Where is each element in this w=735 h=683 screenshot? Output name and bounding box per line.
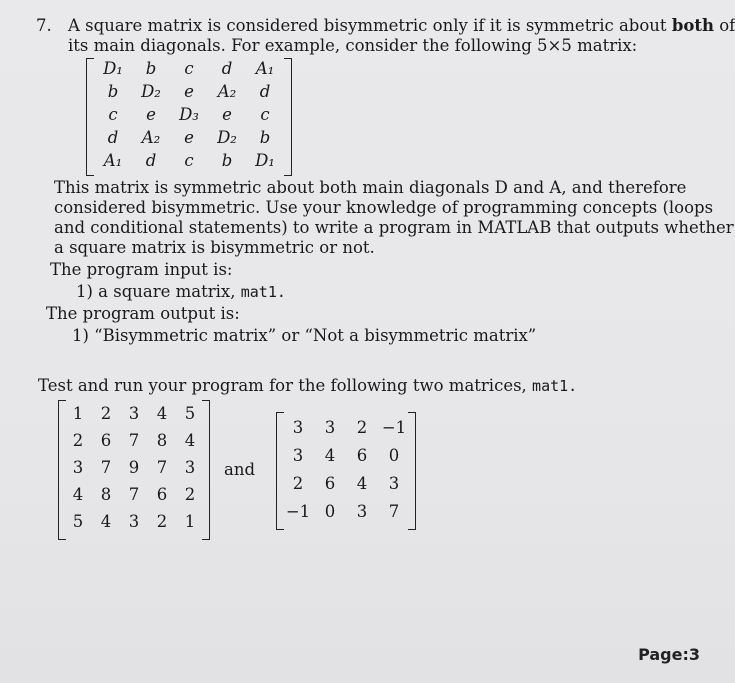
matrix-cell: 5: [72, 512, 84, 531]
matrix-cell: 7: [156, 458, 168, 477]
matrix-cell: e: [146, 105, 156, 124]
matrix-cell: −1: [285, 502, 311, 521]
test-matrix-1: [58, 400, 210, 540]
test-instruction: [38, 376, 577, 396]
matrix-cell: c: [184, 59, 194, 78]
matrix-cell: 0: [324, 502, 336, 521]
matrix-cell: 2: [292, 474, 304, 493]
problem-number: 7.: [36, 16, 52, 35]
matrix-cell: 3: [128, 512, 140, 531]
matrix-cell: 7: [128, 485, 140, 504]
matrix-cell: D₂: [217, 128, 237, 147]
problem-line-2: its main diagonals. For example, consider the following 5×5 matrix:: [68, 36, 638, 55]
matrix-cell: c: [108, 105, 118, 124]
matrix-cell: 4: [324, 446, 336, 465]
matrix-cell: 3: [128, 404, 140, 423]
problem-line-1-text: A square matrix is considered bisymmetric only if it is symmetric about: [68, 16, 667, 35]
matrix-cell: 3: [388, 474, 400, 493]
matrix-cell: c: [184, 151, 194, 170]
matrix-cell: 5: [184, 404, 196, 423]
input-item: [76, 282, 286, 302]
matrix-cell: D₁: [255, 151, 275, 170]
matrix-cell: 6: [156, 485, 168, 504]
matrix-cell: c: [260, 105, 270, 124]
matrix-cell: b: [107, 82, 119, 101]
and-label: and: [224, 460, 256, 479]
matrix-cell: A₂: [141, 128, 161, 147]
input-item-code: mat1.: [240, 283, 286, 301]
matrix-cell: 1: [72, 404, 84, 423]
matrix-cell: e: [222, 105, 232, 124]
matrix-cell: 2: [156, 512, 168, 531]
matrix-cell: 3: [72, 458, 84, 477]
matrix-cell: d: [221, 59, 233, 78]
matrix-cell: 8: [100, 485, 112, 504]
input-item-text: 1) a square matrix,: [76, 282, 236, 301]
matrix-cell: 4: [184, 431, 196, 450]
matrix-cell: b: [259, 128, 271, 147]
matrix-left-bracket: [86, 58, 94, 176]
matrix-cell: 7: [128, 431, 140, 450]
matrix-cell: D₂: [141, 82, 161, 101]
paragraph-line-2: considered bisymmetric. Use your knowledge of programming concepts (loops: [54, 198, 714, 217]
matrix-cell: d: [107, 128, 119, 147]
test-matrix-2: [276, 412, 416, 530]
matrix-cell: 4: [356, 474, 368, 493]
matrix-cell: 2: [100, 404, 112, 423]
problem-line-1-end: of: [719, 16, 735, 35]
matrix-right-bracket: [284, 58, 292, 176]
matrix-cell: e: [184, 82, 194, 101]
matrix-cell: 2: [72, 431, 84, 450]
output-heading: The program output is:: [46, 304, 240, 323]
matrix-cell: 7: [100, 458, 112, 477]
matrix-cell: 7: [388, 502, 400, 521]
matrix-cell: 3: [292, 418, 304, 437]
matrix-cell: 4: [100, 512, 112, 531]
output-item: 1) “Bisymmetric matrix” or “Not a bisymmetric matrix”: [72, 326, 537, 345]
test-instruction-code: mat1.: [532, 377, 578, 395]
matrix-cell: −1: [381, 418, 407, 437]
matrix-cell: A₁: [255, 59, 275, 78]
input-heading: The program input is:: [50, 260, 233, 279]
matrix-cell: 1: [184, 512, 196, 531]
matrix-cell: 3: [184, 458, 196, 477]
matrix-cell: D₃: [179, 105, 199, 124]
matrix-cell: 3: [324, 418, 336, 437]
matrix-cell: 6: [356, 446, 368, 465]
page-number-label: Page:3: [638, 645, 700, 664]
matrix-cell: 4: [156, 404, 168, 423]
paragraph-line-1: This matrix is symmetric about both main diagonals D and A, and therefore: [54, 178, 687, 197]
matrix-cell: 6: [324, 474, 336, 493]
matrix-cell: 3: [292, 446, 304, 465]
paragraph-line-3: and conditional statements) to write a program in MATLAB that outputs whether: [54, 218, 734, 237]
problem-line-1-bold: both: [671, 16, 714, 35]
matrix-cell: A₂: [217, 82, 237, 101]
matrix-cell: 8: [156, 431, 168, 450]
paragraph-line-4: a square matrix is bisymmetric or not.: [54, 238, 375, 257]
matrix-cell: 4: [72, 485, 84, 504]
matrix-cell: 2: [184, 485, 196, 504]
example-matrix: [86, 58, 292, 176]
matrix-cell: d: [145, 151, 157, 170]
matrix-cell: 2: [356, 418, 368, 437]
matrix-cell: 6: [100, 431, 112, 450]
matrix-cell: 0: [388, 446, 400, 465]
matrix-cell: b: [221, 151, 233, 170]
matrix-cell: D₁: [103, 59, 123, 78]
matrix-cell: A₁: [103, 151, 123, 170]
matrix-cell: d: [259, 82, 271, 101]
test-instruction-text: Test and run your program for the following two matrices,: [38, 376, 527, 395]
matrix-cell: b: [145, 59, 157, 78]
matrix-cell: 3: [356, 502, 368, 521]
matrix-cell: 9: [128, 458, 140, 477]
matrix-cell: e: [184, 128, 194, 147]
problem-line-1: [68, 16, 735, 36]
